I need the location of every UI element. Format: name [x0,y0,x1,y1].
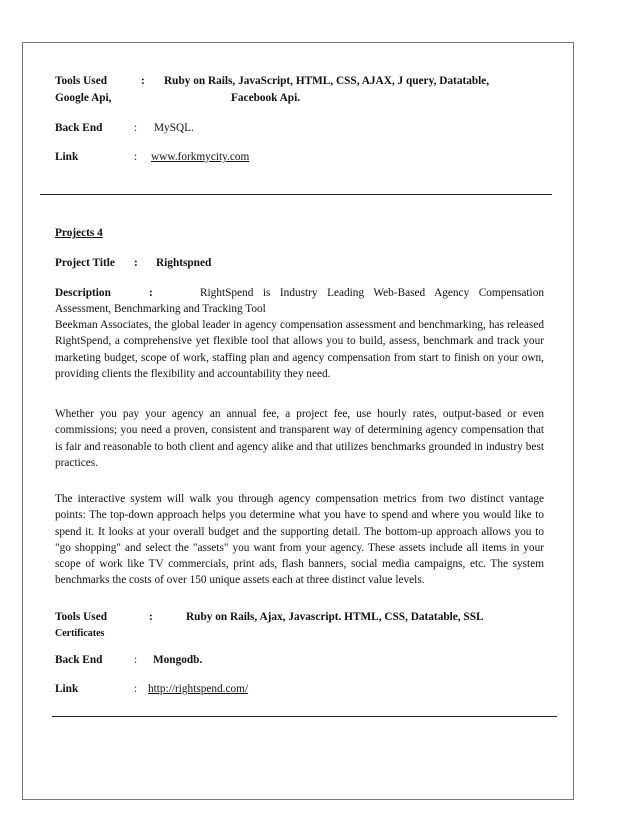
project-title-colon: : [134,257,138,269]
link-label: Link [55,151,79,163]
project-tools-label: Tools Used [55,611,108,623]
project-title-value: Rightspned [156,257,212,269]
project-title-label: Project Title [55,257,115,269]
tools-used-value-line1: Ruby on Rails, JavaScript, HTML, CSS, AJAX, J query, Datatable, [164,75,490,87]
tools-used-label: Tools Used [55,75,108,87]
paragraph-3: The interactive system will walk you through agency compensation metrics from two distinct vantage points: The top-down approach helps you determine what you have to spend and where you would like to spend it. It looks at your overall budget and the supporting detail. The bottom-up approach allows you to "go shopping" and select the "assets" you want from your agency. These assets include all items in your scope of work like TV commercials, print ads, flash banners, social media campaigns, etc. The system benchmarks the costs of over 150 unique assets each at three distinct value levels. [55,493,544,587]
description-line1: RightSpend is Industry Leading Web-Based Agency Compensation [200,287,544,299]
tools-used-value-line2a: Google Api, [55,92,112,104]
tools-used-value-line2b: Facebook Api. [231,92,301,104]
link-forkmycity[interactable]: www.forkmycity.com [151,151,250,163]
project-tools-colon: : [149,611,153,623]
backend-colon: : [134,122,138,134]
description-label: Description [55,287,111,299]
project-heading: Projects 4 [55,227,103,239]
section-divider [40,194,552,195]
paragraph-1: Beekman Associates, the global leader in agency compensation assessment and benchmarking, has released RightSpend, a comprehensive yet flexible tool that allows you to build, assess, benchmark and track your marketing budget, scope of work, staffing plan and agency compensation from start to finish on your own, providing clients the flexibility and accountability they need. [55,319,544,380]
project-backend-label: Back End [55,654,103,666]
link-colon: : [134,151,138,163]
project-backend-value: Mongodb. [153,654,203,666]
project-link-colon: : [134,683,138,695]
bottom-divider [52,716,557,717]
project-backend-colon: : [134,654,138,666]
paragraph-2: Whether you pay your agency an annual fee, a project fee, use hourly rates, output-based or even commissions; you need a proven, consistent and transparent way of determining agency compensation that is fair and reasonable to both client and agency alike and that utilizes benchmarks grounded in industry best practices. [55,408,544,469]
description-colon: : [149,287,153,299]
description-line2: Assessment, Benchmarking and Tracking Tool [55,303,266,315]
backend-label: Back End [55,122,103,134]
link-rightspend[interactable]: http://rightspend.com/ [148,683,249,695]
backend-value: MySQL. [154,122,194,134]
tools-colon: : [141,75,145,87]
project-tools-value-line2: Certificates [55,628,105,639]
project-link-label: Link [55,683,79,695]
project-tools-value: Ruby on Rails, Ajax, Javascript. HTML, CSS, Datatable, SSL [186,611,484,623]
